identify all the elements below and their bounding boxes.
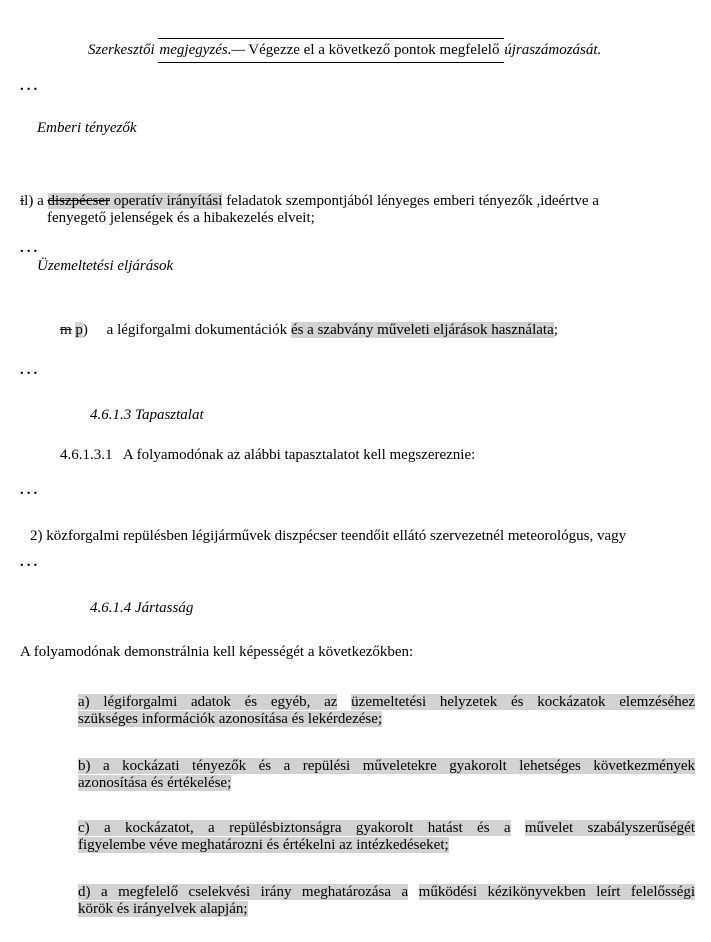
list-item-il — [20, 193, 680, 227]
text-segment: c) a kockázatot, a repülésbiztonságra gyakorolt hatást és a — [78, 820, 511, 836]
heading-4-6-1-3-tapasztalat: 4.6.1.3 Tapasztalat — [90, 407, 204, 423]
text-segment — [337, 694, 351, 710]
text-segment: ; — [553, 322, 558, 338]
text-segment: megjegyzés.— — [159, 42, 245, 58]
text-segment — [408, 884, 418, 900]
text-segment: újraszámozását. — [504, 42, 602, 58]
text-segment: körök és irányelvek alapján; — [78, 901, 248, 917]
ruled-text — [158, 38, 504, 63]
text-segment: fenyegető jelenségek és a hibakezelés elveit; — [47, 210, 315, 226]
text-line — [78, 711, 695, 728]
paragraph-demonstral: A folyamodónak demonstrálnia kell képességét a következőkben: — [20, 644, 414, 660]
text-segment: Végezze el a következő pontok megfelelő — [244, 42, 504, 58]
list-item-a — [78, 694, 695, 728]
heading-uzemeltetesi-eljarasok: Üzemeltetési eljárások — [37, 258, 174, 274]
list-item-c — [78, 820, 695, 854]
text-segment: a) légiforgalmi adatok és egyéb, az — [78, 694, 338, 710]
text-segment: operatív irányítási — [109, 193, 223, 209]
text-line — [78, 837, 695, 854]
text-line — [78, 884, 695, 901]
text-segment: m — [60, 322, 72, 338]
text-segment: i — [20, 193, 25, 209]
heading-4-6-1-4-jartassag: 4.6.1.4 Jártasság — [90, 600, 194, 616]
text-segment: Szerkesztői — [88, 42, 159, 58]
ellipsis-marker: ... — [20, 240, 41, 256]
text-segment: szükséges információk azonosítása és lekérdezése; — [78, 711, 383, 727]
text-segment: és a szabvány műveleti eljárások használata — [290, 322, 554, 338]
text-segment — [511, 820, 525, 836]
text-segment: azonosítása és értékelése; — [78, 775, 232, 791]
text-segment: d) a megfelelő cselekvési irány meghatározása a — [78, 884, 409, 900]
ellipsis-marker: ... — [20, 362, 41, 378]
list-item-d — [78, 884, 695, 918]
ellipsis-marker: ... — [20, 554, 41, 570]
ellipsis-marker: ... — [20, 78, 41, 94]
text-line — [78, 820, 695, 837]
text-segment: működési kézikönyvekben leírt felelősségi — [418, 884, 696, 900]
text-segment: figyelembe véve meghatározni és értékelni az intézkedéseket; — [78, 837, 449, 853]
text-line — [60, 322, 700, 339]
text-segment: p — [75, 322, 83, 338]
list-item-2: 2) közforgalmi repülésben légijárművek diszpécser teendőit ellátó szervezetnél meteorológus, vagy — [30, 528, 627, 544]
text-line — [78, 901, 695, 918]
text-line — [78, 694, 695, 711]
text-segment: művelet szabályszerűségét — [524, 820, 696, 836]
text-line — [20, 193, 680, 210]
ellipsis-marker: ... — [20, 482, 41, 498]
text-line — [78, 775, 695, 792]
text-segment: feladatok szempontjából lényeges emberi tényezők ,ideértve a — [222, 193, 599, 209]
list-item-mp — [60, 322, 700, 339]
text-line — [78, 758, 695, 775]
heading-emberi-tenyezok: Emberi tényezők — [37, 120, 137, 136]
editorial-note — [88, 42, 698, 59]
text-segment: üzemeltetési helyzetek és kockázatok elemzéséhez — [351, 694, 696, 710]
list-item-b — [78, 758, 695, 792]
text-line — [88, 42, 698, 59]
paragraph-4-6-1-3-1: 4.6.1.3.1 A folyamodónak az alábbi tapasztalatot kell megszereznie: — [60, 447, 476, 463]
text-segment: l) a — [24, 193, 48, 209]
text-segment: diszpécser — [47, 193, 110, 209]
text-line — [20, 210, 680, 227]
text-segment: ) — [82, 322, 88, 338]
text-segment: b) a kockázati tényezők és a repülési műveletekre gyakorolt lehetséges következmények — [78, 758, 695, 774]
text-segment: a légiforgalmi dokumentációk — [87, 322, 291, 338]
